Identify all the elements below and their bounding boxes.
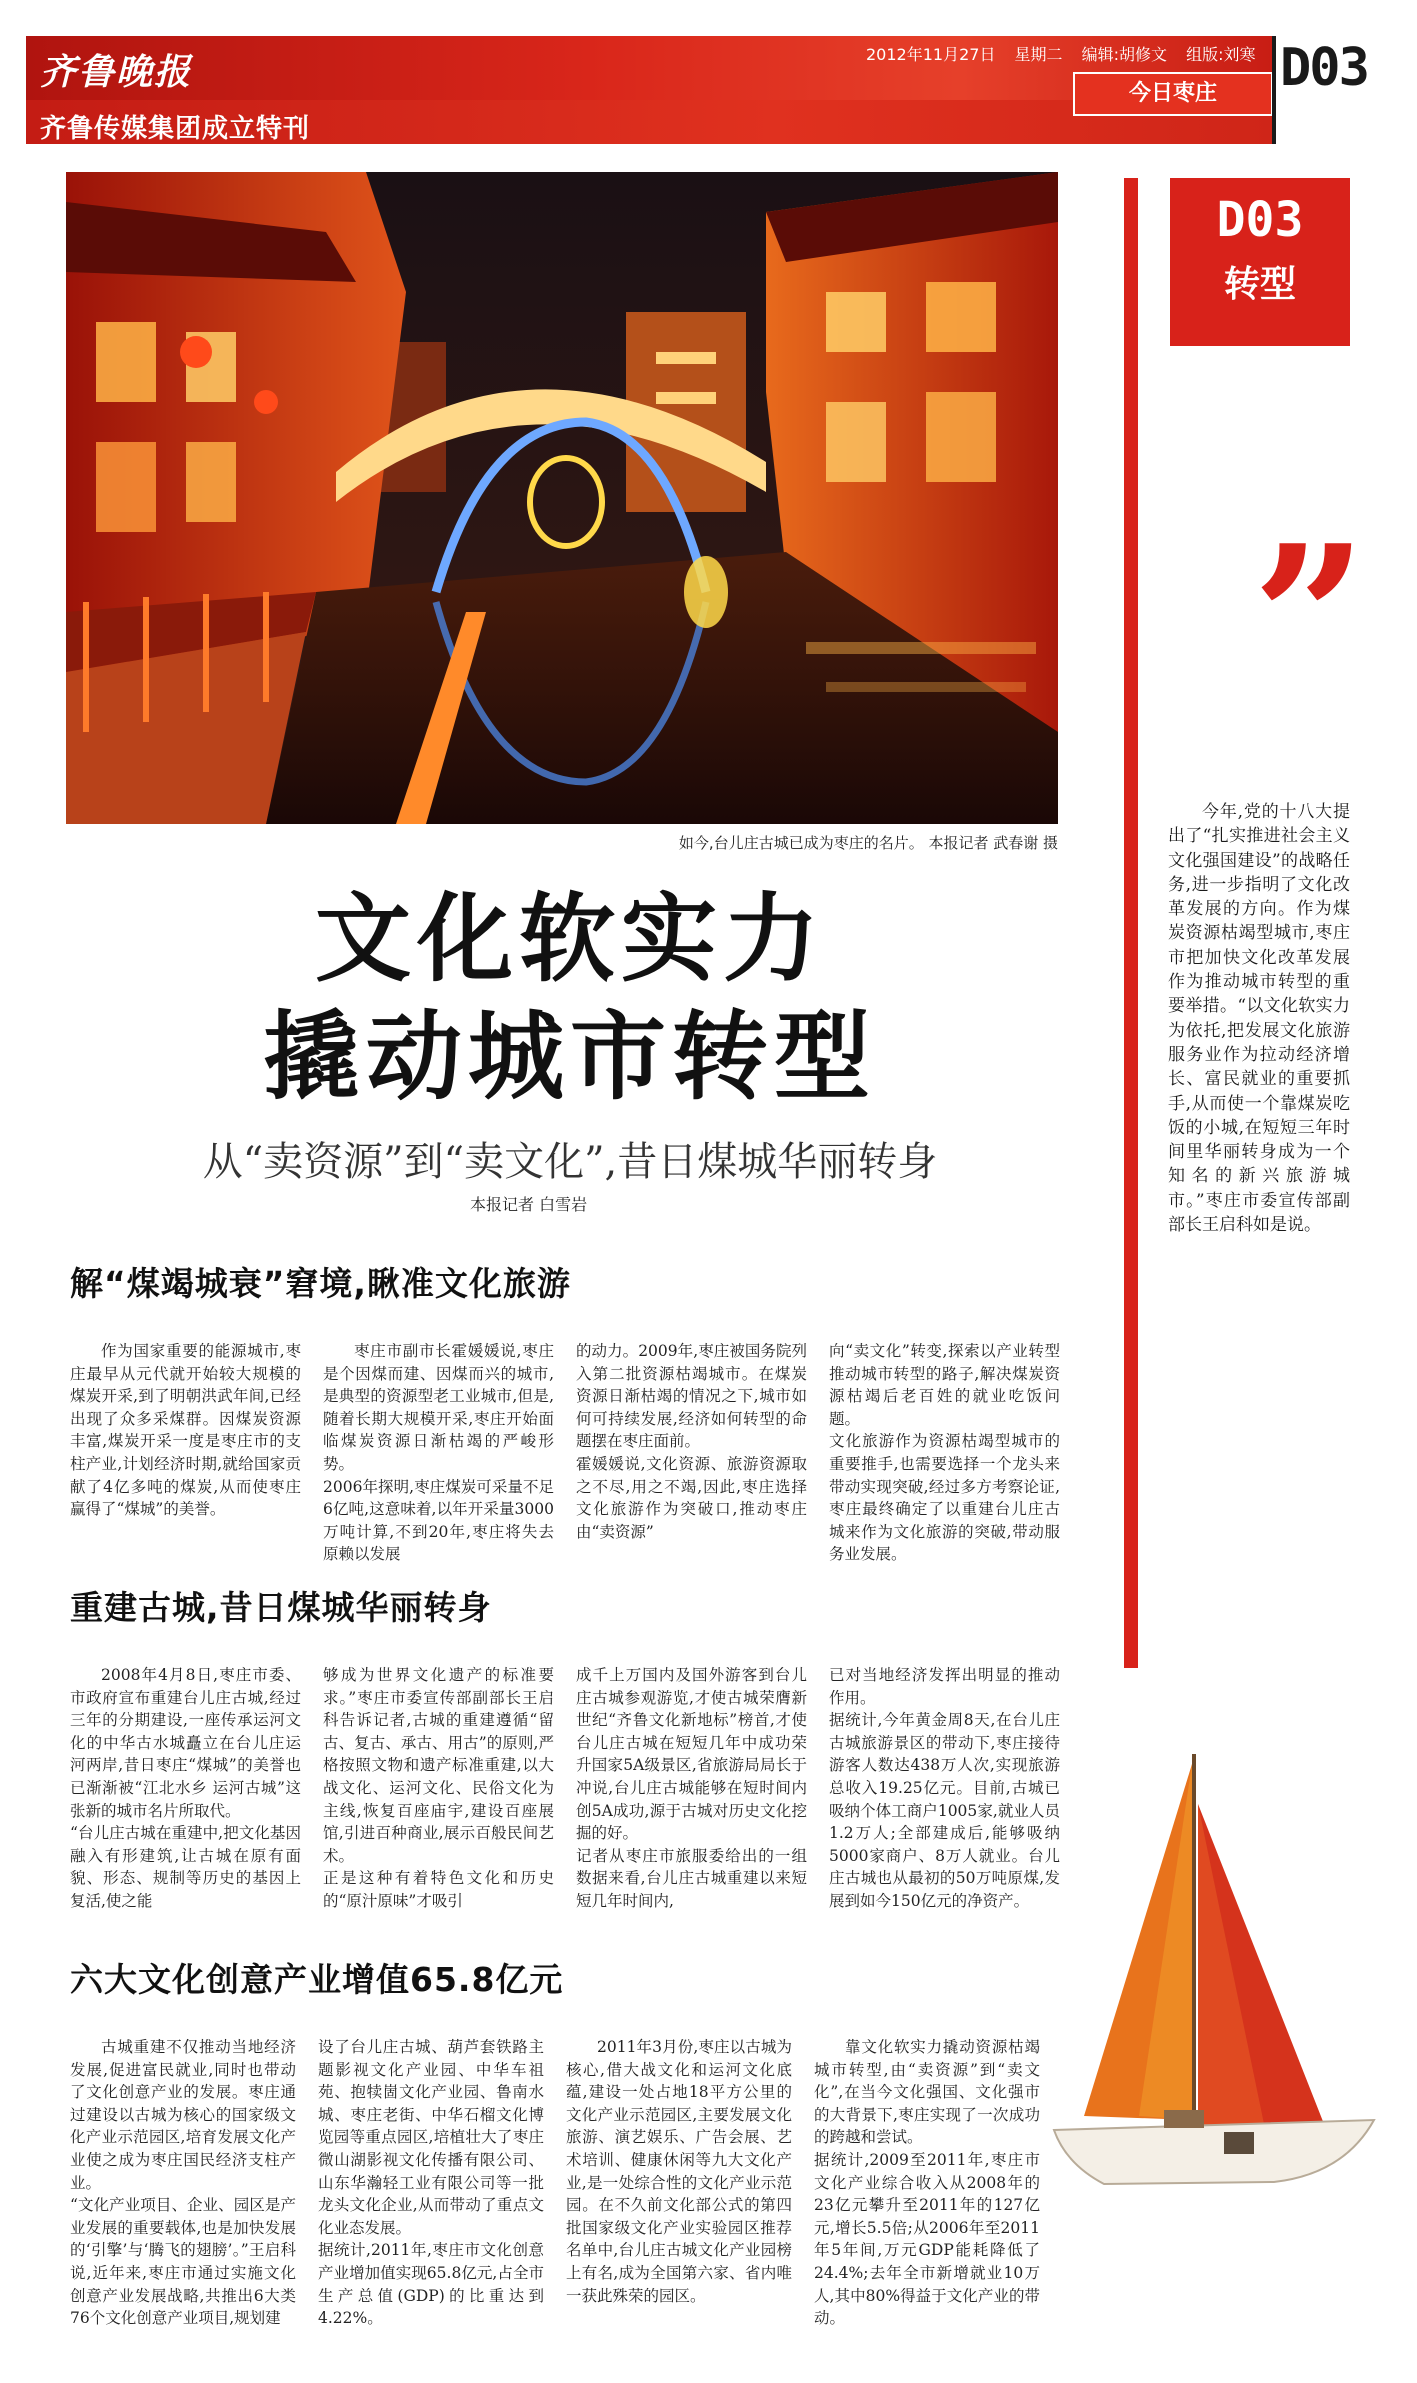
section-3-text-2: 设了台儿庄古城、葫芦套铁路主题影视文化产业园、中华车祖苑、抱犊崮文化产业园、鲁南水城、枣庄老街、中华石榴文化博览园等重点园区,培植壮大了枣庄微山湖影视文化传播有限公司、山东华瀚轻工业有限公司等一批龙头文化企业,从而带动了重点文化业态发展。 据统计,2011年,枣庄市文化创意产业增加值实现65.8亿元,占全市生产总值(GDP)的比重达到4.22%。 [318,2038,544,2328]
sidebar-intro [1168,800,1350,1237]
page-header [26,36,1416,152]
section-title-1: 解“煤竭城衰”窘境,瞅准文化旅游 [70,1264,571,1303]
headline-line-1: 文化软实力 [315,883,825,995]
issue-weekday: 星期二 [1014,45,1063,64]
canal-town-illustration [66,172,1058,824]
page-number: D03 [1280,38,1368,98]
section-3-column-2 [318,2036,544,2328]
page-number-divider [1272,36,1276,144]
section-2-column-2 [323,1664,554,1932]
section-1-columns [70,1340,1060,1564]
section-3-column-1 [70,2036,296,2328]
issue-date: 2012年11月27日 [866,45,996,64]
sidebar-page-code: D03 [1216,192,1304,248]
section-1-column-2 [323,1340,554,1564]
section-2-text-3: 成千上万国内及国外游客到台儿庄古城参观游览,才使古城荣膺新世纪“齐鲁文化新地标”榜首,才使台儿庄古城在短短几年中成功荣升国家5A级景区,省旅游局局长于冲说,台儿庄古城能够在短时间内创5A成功,源于古城对历史文化挖掘的好。 记者从枣庄市旅服委给出的一组数据来看,台儿庄古城重建以来短短几年时间内, [576,1666,807,1910]
section-3-text-3: 2011年3月份,枣庄以古城为核心,借大战文化和运河文化底蕴,建设一处占地18平方公里的文化产业示范园区,主要发展文化旅游、演艺娱乐、广告会展、艺术培训、健康休闲等九大文化产业,是一处综合性的文化产业示范园。在不久前文化部公式的第四批国家级文化产业实验园区推荐名单中,台儿庄古城文化产业园榜上有名,成为全国第六家、省内唯一获此殊荣的园区。 [566,2038,792,2305]
section-1-text-4: 向“卖文化”转变,探索以产业转型推动城市转型的路子,解决煤炭资源枯竭后老百姓的就业吃饭问题。 文化旅游作为资源枯竭型城市的重要推手,也需要选择一个龙头来带动实现突破,经过多方考察论证,枣庄最终确定了以重建台儿庄古城来作为文化旅游的突破,带动服务业发展。 [829,1342,1060,1564]
section-3-text-4: 靠文化软实力撬动资源枯竭城市转型,由“卖资源”到“卖文化”,在当今文化强国、文化强市的大背景下,枣庄实现了一次成功的跨越和尝试。 据统计,2009至2011年,枣庄市文化产业综合收入从2008年的23亿元攀升至2011年的127亿元,增长5.5倍;从2006年至2011年5年间,万元GDP能耗降低了24.4%;去年全市新增就业10万人,其中80%得益于文化产业的带动。 [814,2038,1040,2328]
article-headline [120,880,1020,1116]
section-3-column-3 [566,2036,792,2316]
section-label: 今日枣庄 [1073,72,1273,116]
sidebar-theme: 转型 [1223,264,1296,305]
section-2-column-3 [576,1664,807,1932]
photo-caption: 如今,台儿庄古城已成为枣庄的名片。 本报记者 武春谢 摄 [678,834,1058,852]
article-byline: 本报记者 白雪岩 [470,1195,588,1214]
section-1-text-3: 的动力。2009年,枣庄被国务院列入第二批资源枯竭城市。在煤炭资源日渐枯竭的情况之下,城市如何可持续发展,经济如何转型的命题摆在枣庄面前。 霍媛媛说,文化资源、旅游资源取之不尽,用之不竭,因此,枣庄选择文化旅游作为突破口,推动枣庄由“卖资源” [576,1342,807,1541]
section-title-3: 六大文化创意产业增值65.8亿元 [70,1960,564,1999]
night-canal-photo [66,172,1058,824]
section-3-text-1: 古城重建不仅推动当地经济发展,促进富民就业,同时也带动了文化创意产业的发展。枣庄通过建设以古城为核心的国家级文化产业示范园区,培育发展文化产业使之成为枣庄国民经济支柱产业。 “文化产业项目、企业、园区是产业发展的重要载体,也是加快发展的‘引擎’与‘腾飞的翅膀’。”王启科说,近年来,枣庄市通过实施文化创意产业发展战略,共推出6大类76个文化创意产业项目,规划建 [70,2038,296,2328]
quote-mark-icon: ” [1252,502,1368,737]
special-issue-title: 齐鲁传媒集团成立特刊 [40,114,311,144]
section-2-text-4: 已对当地经济发挥出明显的推动作用。 据统计,今年黄金周8天,在台儿庄古城旅游景区的带动下,枣庄接待游客人数达438万人次,实现旅游总收入19.25亿元。目前,古城已吸纳个体工商户1005家,就业人员1.2万人;全部建成后,能够吸纳5000家商户、8万人就业。台儿庄古城也从最初的50万吨原煤,发展到如今150亿元的净资产。 [829,1666,1060,1910]
section-1-column-3 [576,1340,807,1560]
section-1-column-4 [829,1340,1060,1564]
headline-line-2: 撬动城市转型 [264,1001,876,1113]
sailboat-icon [1044,1744,1380,2212]
sidebar-intro-text: 今年,党的十八大提出了“扎实推进社会主义文化强国建设”的战略任务,进一步指明了文化改革发展的方向。作为煤炭资源枯竭型城市,枣庄市把加快文化改革发展作为推动城市转型的重要举措。“以文化软实力为依托,把发展文化旅游服务业作为拉动经济增长、富民就业的重要抓手,从而使一个靠煤炭吃饭的小城,在短短三年时间里华丽转身成为一个知名的新兴旅游城市。”枣庄市委宣传部副部长王启科如是说。 [1168,802,1350,1236]
issue-meta [866,42,1270,65]
section-1-column-1 [70,1340,301,1560]
section-2-text-2: 够成为世界文化遗产的标准要求。”枣庄市委宣传部副部长王启科告诉记者,古城的重建遵循“留古、复古、承古、用古”的原则,严格按照文物和遗产标准重建,以大战文化、运河文化、民俗文化为主线,恢复百座庙宇,建设百座展馆,引进百种商业,展示百般民间艺术。 正是这种有着特色文化和历史的“原汁原味”才吸引 [323,1666,554,1910]
section-2-columns [70,1664,1060,1932]
section-1-text-1: 作为国家重要的能源城市,枣庄最早从元代就开始较大规模的煤炭开采,到了明朝洪武年间,已经出现了众多采煤群。因煤炭资源丰富,煤炭开采一度是枣庄市的支柱产业,计划经济时期,就给国家贡献了4亿多吨的煤炭,从而使枣庄赢得了“煤城”的美誉。 [70,1342,301,1519]
masthead-logo: 齐鲁晚报 [40,51,193,93]
article-subheadline: 从“卖资源”到“卖文化”,昔日煤城华丽转身 [202,1139,938,1185]
section-2-text-1: 2008年4月8日,枣庄市委、市政府宣布重建台儿庄古城,经过三年的分期建设,一座传承运河文化的中华古水城矗立在台儿庄运河两岸,昔日枣庄“煤城”的美誉也已渐渐被“江北水乡 运河古城”这张新的城市名片所取代。 “台儿庄古城在重建中,把文化基因融入有形建筑,让古城在原有面貌、形态、规制等历史的基因上复活,使之能 [70,1666,301,1910]
sidebar-divider [1124,178,1138,1668]
layout-credit: 组版:刘寒 [1186,45,1256,64]
editor-credit: 编辑:胡修文 [1081,45,1168,64]
section-2-column-4 [829,1664,1060,1932]
section-3-columns [70,2036,1040,2328]
section-2-column-1 [70,1664,301,1932]
section-1-text-2: 枣庄市副市长霍媛媛说,枣庄是个因煤而建、因煤而兴的城市,是典型的资源型老工业城市,但是,随着长期大规模开采,枣庄开始面临煤炭资源日渐枯竭的严峻形势。 2006年探明,枣庄煤炭可采量不足6亿吨,这意味着,以年开采量3000万吨计算,不到20年,枣庄将失去原赖以发展 [323,1342,554,1564]
sidebar-label-box [1170,178,1350,346]
sailboat-illustration [1044,1744,1380,2212]
section-title-2: 重建古城,昔日煤城华丽转身 [70,1588,492,1627]
section-3-column-4 [814,2036,1040,2328]
